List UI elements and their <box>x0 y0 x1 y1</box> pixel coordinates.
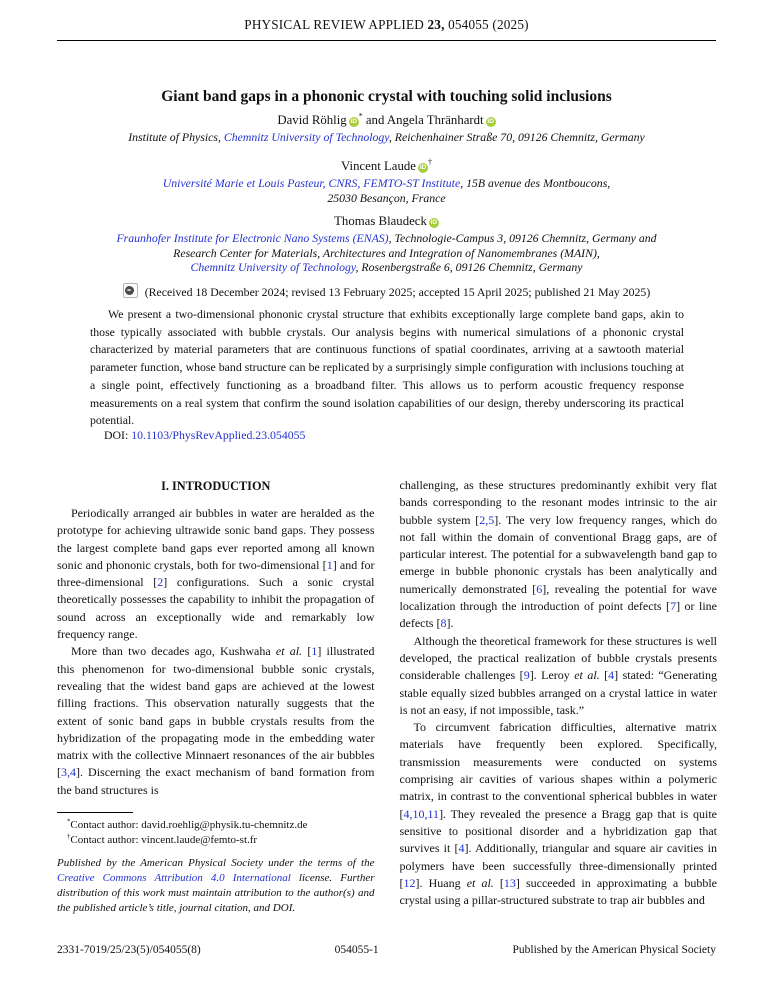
footer-page-number: 054055-1 <box>334 944 379 956</box>
link[interactable]: 2 <box>157 575 164 590</box>
footnote-rule <box>57 812 133 813</box>
author-names: Thomas Blaudeck iD <box>334 214 438 228</box>
affiliation-line: Research Center for Materials, Architectures and Integration of Nanomembranes (MAIN), <box>173 245 600 260</box>
footnote-contact-1: *Contact author: david.roehlig@physik.tu-chemnitz.de <box>67 818 308 832</box>
link[interactable]: 1 <box>326 557 333 572</box>
link[interactable]: 6 <box>536 581 543 596</box>
text-i: et al. <box>466 875 494 890</box>
paragraph: Although the theoretical framework for these structures is well developed, the practical realization of bubble crystals presents considerable challenges [9]. Leroy et al. [4] stated: “Generating stable equally sized bubbles arranged on a crystal lattice in water is not an easy, if not impossible, task.” <box>399 633 717 717</box>
paragraph: To circumvent fabrication difficulties, alternative matrix materials have frequently been explored. Specifically, transmission measurements were conducted on systems comprising air cavities of various shapes within a polymeric matrix, in contrast to the conventional spherical bubbles in water [4,10,11]. They revealed the presence a Bragg gap that is quite sensitive to positional disorder and a hybridization gap that survives it [4]. Additionally, triangular and square air cavities in polymers have been successfully three-dimensionally printed [12]. Huang et al. [13] succeeded in approximating a bubble crystal using a pillar-structured substrate to trap air bubbles and <box>399 720 717 908</box>
link[interactable]: 10.1103/PhysRevApplied.23.054055 <box>131 428 306 442</box>
text-sup: † <box>427 157 432 167</box>
link[interactable]: 4,10,11 <box>403 806 440 821</box>
affiliation-line: Fraunhofer Institute for Electronic Nano Systems (ENAS), Technologie-Campus 3, 09126 Chemnitz, Germany and <box>116 231 657 245</box>
header-rule <box>57 40 716 41</box>
affiliation-line: 25030 Besançon, France <box>327 190 446 205</box>
affiliation-line: Université Marie et Louis Pasteur, CNRS, FEMTO-ST Institute, 15B avenue des Montboucons, <box>162 176 611 190</box>
crossmark-icon[interactable] <box>123 283 138 298</box>
text-b: 23, <box>427 17 445 32</box>
footer-issn: 2331-7019/25/23(5)/054055(8) <box>57 944 201 956</box>
page-footer <box>57 944 716 956</box>
received-line <box>0 283 773 300</box>
link[interactable]: 12 <box>403 875 416 890</box>
footer-publisher: Published by the American Physical Society <box>512 944 716 956</box>
received-text: (Received 18 December 2024; revised 13 February 2025; accepted 15 April 2025; published 21 May 2025) <box>144 285 651 299</box>
author-group-1 <box>57 112 716 145</box>
right-column <box>400 477 718 916</box>
link[interactable]: 4 <box>608 668 615 683</box>
author-names: Vincent Laude iD† <box>341 157 432 173</box>
affiliation-line: Institute of Physics, Chemnitz University of Technology, Reichenhainer Straße 70, 09126 Chemnitz, Germany <box>128 130 645 144</box>
link[interactable]: Université Marie et Louis Pasteur, CNRS, FEMTO-ST Institute <box>162 176 461 190</box>
text-sup: * <box>67 818 71 826</box>
text-i: et al. <box>275 644 303 659</box>
link[interactable]: Chemnitz University of Technology <box>223 130 389 144</box>
footnote-contact-2: †Contact author: vincent.laude@femto-st.fr <box>67 833 258 846</box>
link[interactable]: 8 <box>440 616 447 631</box>
link[interactable]: 2,5 <box>479 512 495 527</box>
orcid-icon[interactable]: iD <box>430 219 438 226</box>
link[interactable]: Fraunhofer Institute for Electronic Nano Systems (ENAS) <box>116 231 389 245</box>
section-heading: I. INTRODUCTION <box>161 479 271 493</box>
orcid-icon[interactable]: iD <box>350 118 357 125</box>
affiliation-line: Chemnitz University of Technology, Rosenbergstraße 6, 09126 Chemnitz, Germany <box>190 260 583 274</box>
orcid-icon[interactable]: iD <box>487 118 494 125</box>
abstract: We present a two-dimensional phononic crystal structure that exhibits exceptionally large complete band gaps, akin to those typically associated with bubble crystals. Our analysis begins with numerical simulations of a phononic crystal characterized by material parameters that are continuous functions of spatial coordinates, arriving at a sawtooth material parameter function, whose band structure can be replicated by a surprisingly simple configuration with inclusions touching at a single point, effectively functioning as a broadband filter. This allows us to perform acoustic frequency response measurements on a real system that confirm the sound isolation capabilities of our design, thereby underscoring its practical potential. <box>90 307 684 428</box>
footnote-block <box>57 812 375 916</box>
author-group-3 <box>57 213 716 275</box>
link[interactable]: 13 <box>503 875 516 890</box>
license-notice: Published by the American Physical Society under the terms of the Creative Commons Attribution 4.0 International license. Further distribution of this work must maintain attribution to the author(s) and the published article’s title, journal citation, and DOI. <box>57 856 375 915</box>
link[interactable]: Chemnitz University of Technology <box>190 260 356 274</box>
paragraph: challenging, as these structures predominantly exhibit very flat bands corresponding to the resonant modes intrinsic to the air bubble system [2,5]. The very low frequency ranges, which do not fall within the domain of conventional Bragg gaps, are of particular interest. The potential for a subwavelength band gap to emerge in bubble phononic crystals has been analytically and numerically demonstrated [6], revealing the potential for wave localization through the introduction of point defects [7] or line defects [8]. <box>399 478 717 631</box>
left-column <box>57 477 375 916</box>
text-i: et al. <box>574 668 600 683</box>
paper-title: Giant band gaps in a phononic crystal with touching solid inclusions <box>161 88 612 105</box>
doi-line: DOI: 10.1103/PhysRevApplied.23.054055 <box>104 428 306 442</box>
paragraph: Periodically arranged air bubbles in water are heralded as the prototype for achieving ultrawide sonic band gaps. They possess the largest complete band gaps ever reported among all known sonic and phononic crystals, both for two-dimensional [1] and for three-dimensional [2] configurations. Such a sonic crystal theoretically possesses the capability to inhibit the propagation of sound across an exceptionally wide and remarkably low frequency range. <box>57 506 375 642</box>
text-sup: † <box>67 833 71 841</box>
crossmark-dot <box>125 286 134 295</box>
author-group-2 <box>57 158 716 205</box>
link[interactable]: 9 <box>523 668 530 683</box>
link[interactable]: Creative Commons Attribution 4.0 International <box>57 871 291 884</box>
text-sup: * <box>358 111 363 121</box>
link[interactable]: 7 <box>670 599 677 614</box>
journal-header: PHYSICAL REVIEW APPLIED 23, 054055 (2025) <box>244 17 529 32</box>
paragraph: More than two decades ago, Kushwaha et al. [1] illustrated this phenomenon for two-dimensional bubble sonic crystals, revealing that the widest band gaps are achieved at the lowest filling fractions. This observation naturally suggests that the extent of sonic band gaps in bubble crystals results from the hybridization of the propagating mode in the embedding water matrix with the collective Minnaert resonances of the air bubbles [3,4]. Discerning the exact mechanism of band formation from the band structures is <box>57 644 375 797</box>
author-names: David Röhlig iD* and Angela Thränhardt iD <box>277 111 494 127</box>
link[interactable]: 4 <box>458 841 465 856</box>
link[interactable]: 3,4 <box>61 765 76 780</box>
link[interactable]: 1 <box>311 644 318 659</box>
two-column-body <box>57 477 717 916</box>
orcid-icon[interactable]: iD <box>419 164 427 171</box>
